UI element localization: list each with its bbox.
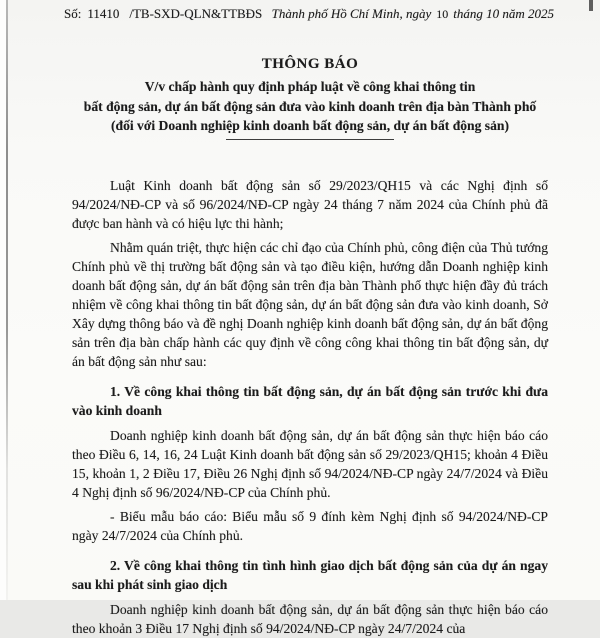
doc-number-value: 11410 bbox=[87, 6, 120, 21]
document-title: THÔNG BÁO bbox=[261, 56, 359, 72]
section-1-heading: 1. Về công khai thông tin bất động sản, dự án bất động sản trước khi đưa vào kinh doanh bbox=[72, 383, 548, 418]
doc-number-suffix: /TB-SXD-QLN&TTBĐS bbox=[129, 6, 263, 21]
scan-corner-artifact bbox=[589, 0, 593, 11]
date-suffix: tháng 10 năm 2025 bbox=[453, 6, 554, 21]
section-2-paragraph: Doanh nghiệp kinh doanh bất động sản, dự án bất động sản thực hiện báo cáo theo khoản 3 Điều 17 Nghị định số 94/2024/NĐ-CP ngày 24/7/2024 của bbox=[72, 601, 548, 636]
document-number bbox=[64, 6, 262, 22]
place-and-date bbox=[272, 6, 554, 22]
section-2-heading: 2. Về công khai thông tin tình hình giao dịch bất động sản của dự án ngay sau khi phát sinh giao dịch bbox=[72, 557, 548, 592]
day-value: 10 bbox=[436, 7, 449, 21]
title-block bbox=[72, 56, 548, 140]
document-body bbox=[72, 176, 548, 638]
scan-edge-artifact bbox=[6, 0, 8, 600]
paragraph-purpose: Nhằm quán triệt, thực hiện các chỉ đạo của Chính phủ, công điện của Thủ tướng Chính phủ về thị trường bất động sản và tạo điều kiện, hướng dẫn Doanh nghiệp kinh doanh bất động sản, dự án bất động sản trên địa bàn Thành phố thực hiện đầy đủ trách nhiệm về công khai thông tin bất động sản, dự án bất động sản đưa vào kinh doanh, Sở Xây dựng thông báo và đề nghị Doanh nghiệp kinh doanh bất động sản, dự án bất động sản trên địa bàn chấp hành các quy định về công công khai thông tin bất động sản, dự án bất động sản như sau: bbox=[72, 239, 548, 369]
section-1-report-form-item: - Biểu mẫu báo cáo: Biểu mẫu số 9 đính kèm Nghị định số 94/2024/NĐ-CP ngày 24/7/2024 của Chính phủ. bbox=[72, 508, 548, 543]
document-content bbox=[64, 6, 554, 638]
doc-number-label: Số: bbox=[64, 6, 82, 21]
subject-line-1: V/v chấp hành quy định pháp luật về công khai thông tin bbox=[144, 79, 476, 94]
place-date-prefix: Thành phố Hồ Chí Minh, ngày bbox=[271, 6, 432, 21]
title-divider bbox=[226, 139, 394, 140]
subject-line-2: bất động sản, dự án bất động sản đưa vào kinh doanh trên địa bàn Thành phố bbox=[83, 98, 537, 114]
document-subject bbox=[72, 77, 548, 136]
document-header-row bbox=[64, 6, 554, 22]
paragraph-legal-basis: Luật Kinh doanh bất động sản số 29/2023/QH15 và các Nghị định số 94/2024/NĐ-CP và số 96/2024/NĐ-CP ngày 24 tháng 7 năm 2024 của Chính phủ đã được ban hành và có hiệu lực thi hành; bbox=[72, 177, 548, 231]
section-1-paragraph: Doanh nghiệp kinh doanh bất động sản, dự án bất động sản thực hiện báo cáo theo Điều 6, 14, 16, 24 Luật Kinh doanh bất động sản số 29/2023/QH15; khoản 4 Điều 15, khoản 1, 2 Điều 17, Điều 26 Nghị định số 94/2024/NĐ-CP ngày 24/7/2024 và Điều 4 Nghị định số 96/2024/NĐ-CP của Chính phủ. bbox=[72, 427, 548, 500]
subject-line-3: (đối với Doanh nghiệp kinh doanh bất động sản, dự án bất động sản) bbox=[111, 118, 509, 133]
